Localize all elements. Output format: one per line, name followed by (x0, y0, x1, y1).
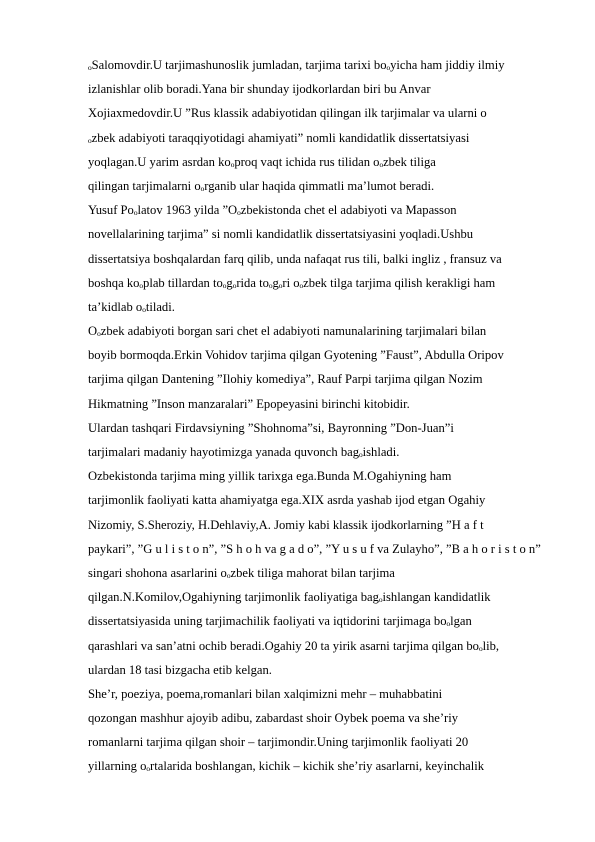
text-line-24: dissertatsiyasida uning tarjimachilik faoliyati va iqtidorini tarjimaga boₒlgan (88, 614, 472, 629)
text-line-5: yoqlagan.U yarim asrdan koₒproq vaqt ichida rus tilidan oₒzbek tiliga (88, 154, 436, 169)
text-line-27: She’r, poeziya, poema,romanlari bilan xalqimizni mehr – muhabbatini (88, 686, 443, 701)
text-line-17: tarjimalari madaniy hayotimizga yanada quvonch bagₒishladi. (88, 445, 400, 459)
text-line-16: Ulardan tashqari Firdavsiyning ”Shohnoma”si, Bayronning ”Don-Juan”i (88, 420, 454, 435)
body-text (88, 53, 556, 779)
text-line-11: ta’kidlab oₒtiladi. (88, 299, 175, 314)
text-line-12: Oₒzbek adabiyoti borgan sari chet el adabiyoti namunalarining tarjimalari bilan (88, 324, 487, 339)
text-line-23: qilgan.N.Komilov,Ogahiyning tarjimonlik faoliyatiga bagₒishlangan kandidatlik (88, 590, 491, 605)
text-line-6: qilingan tarjimalarni oₒrganib ular haqida qimmatli ma’lumot beradi. (88, 178, 435, 193)
text-line-19: tarjimonlik faoliyati katta ahamiyatga ega.XIX asrda yashab ijod etgan Ogahiy (88, 493, 486, 508)
text-line-15: Hikmatning ”Inson manzaralari” Epopeyasini birinchi kitobidir. (88, 396, 410, 411)
text-line-14: tarjima qilgan Dantening ”Ilohiy komediya”, Rauf Parpi tarjima qilgan Nozim (88, 372, 483, 387)
text-line-3: Xojiaxmedovdir.U ”Rus klassik adabiyotidan qilingan ilk tarjimalar va ularni o (88, 106, 487, 121)
text-line-25: qarashlari va san’atni ochib beradi.Ogahiy 20 ta yirik asarni tarjima qilgan boₒlib, (88, 638, 500, 653)
text-line-28: qozongan mashhur ajoyib adibu, zabardast shoir Oybek poema va she’riy (88, 711, 459, 726)
text-line-26: ulardan 18 tasi bizgacha etib kelgan. (88, 662, 272, 677)
text-line-30: yillarning oₒrtalarida boshlangan, kichik – kichik she’riy asarlarni, keyinchalik (88, 759, 485, 774)
text-line-10: boshqa koₒplab tillardan toₒgₒrida toₒgₒri oₒzbek tilga tarjima qilish kerakligi ham (88, 275, 496, 290)
text-line-7: Yusuf Poₒlatov 1963 yilda ”Oₒzbekistonda chet el adabiyoti va Mapasson (88, 203, 457, 218)
text-line-9: dissertatsiya boshqalardan farq qilib, unda nafaqat rus tili, balki ingliz , fransuz va (88, 251, 502, 266)
text-line-29: romanlarni tarjima qilgan shoir – tarjimondir.Uning tarjimonlik faoliyati 20 (88, 735, 469, 750)
text-line-1: ₒSalomovdir.U tarjimashunoslik jumladan, tarjima tarixi boₒyicha ham jiddiy ilmiy (88, 58, 505, 72)
text-line-22: singari shohona asarlarini oₒzbek tiliga mahorat bilan tarjima (88, 565, 395, 580)
text-line-2: izlanishlar olib boradi.Yana bir shunday ijodkorlardan biri bu Anvar (88, 82, 431, 97)
text-line-18: Ozbekistonda tarjima ming yillik tarixga ega.Bunda M.Ogahiyning ham (88, 469, 452, 484)
text-line-8: novellalarining tarjima” si nomli kandidatlik dissertatsiyasini yoqladi.Ushbu (88, 227, 474, 242)
text-line-20: Nizomiy, S.Sheroziy, H.Dehlaviy,A. Jomiy kabi klassik ijodkorlarning ”H a f t (88, 517, 484, 532)
text-line-21: paykari”, ”G u l i s t o n”, ”S h o h va g a d o”, ”Y u s u f va Zulayho”, ”B a h o r i s t o n” (88, 541, 541, 556)
text-line-4: ₒzbek adabiyoti taraqqiyotidagi ahamiyati” nomli kandidatlik dissertatsiyasi (88, 130, 470, 145)
text-line-13: boyib bormoqda.Erkin Vohidov tarjima qilgan Gyotening ”Faust”, Abdulla Oripov (88, 348, 504, 363)
